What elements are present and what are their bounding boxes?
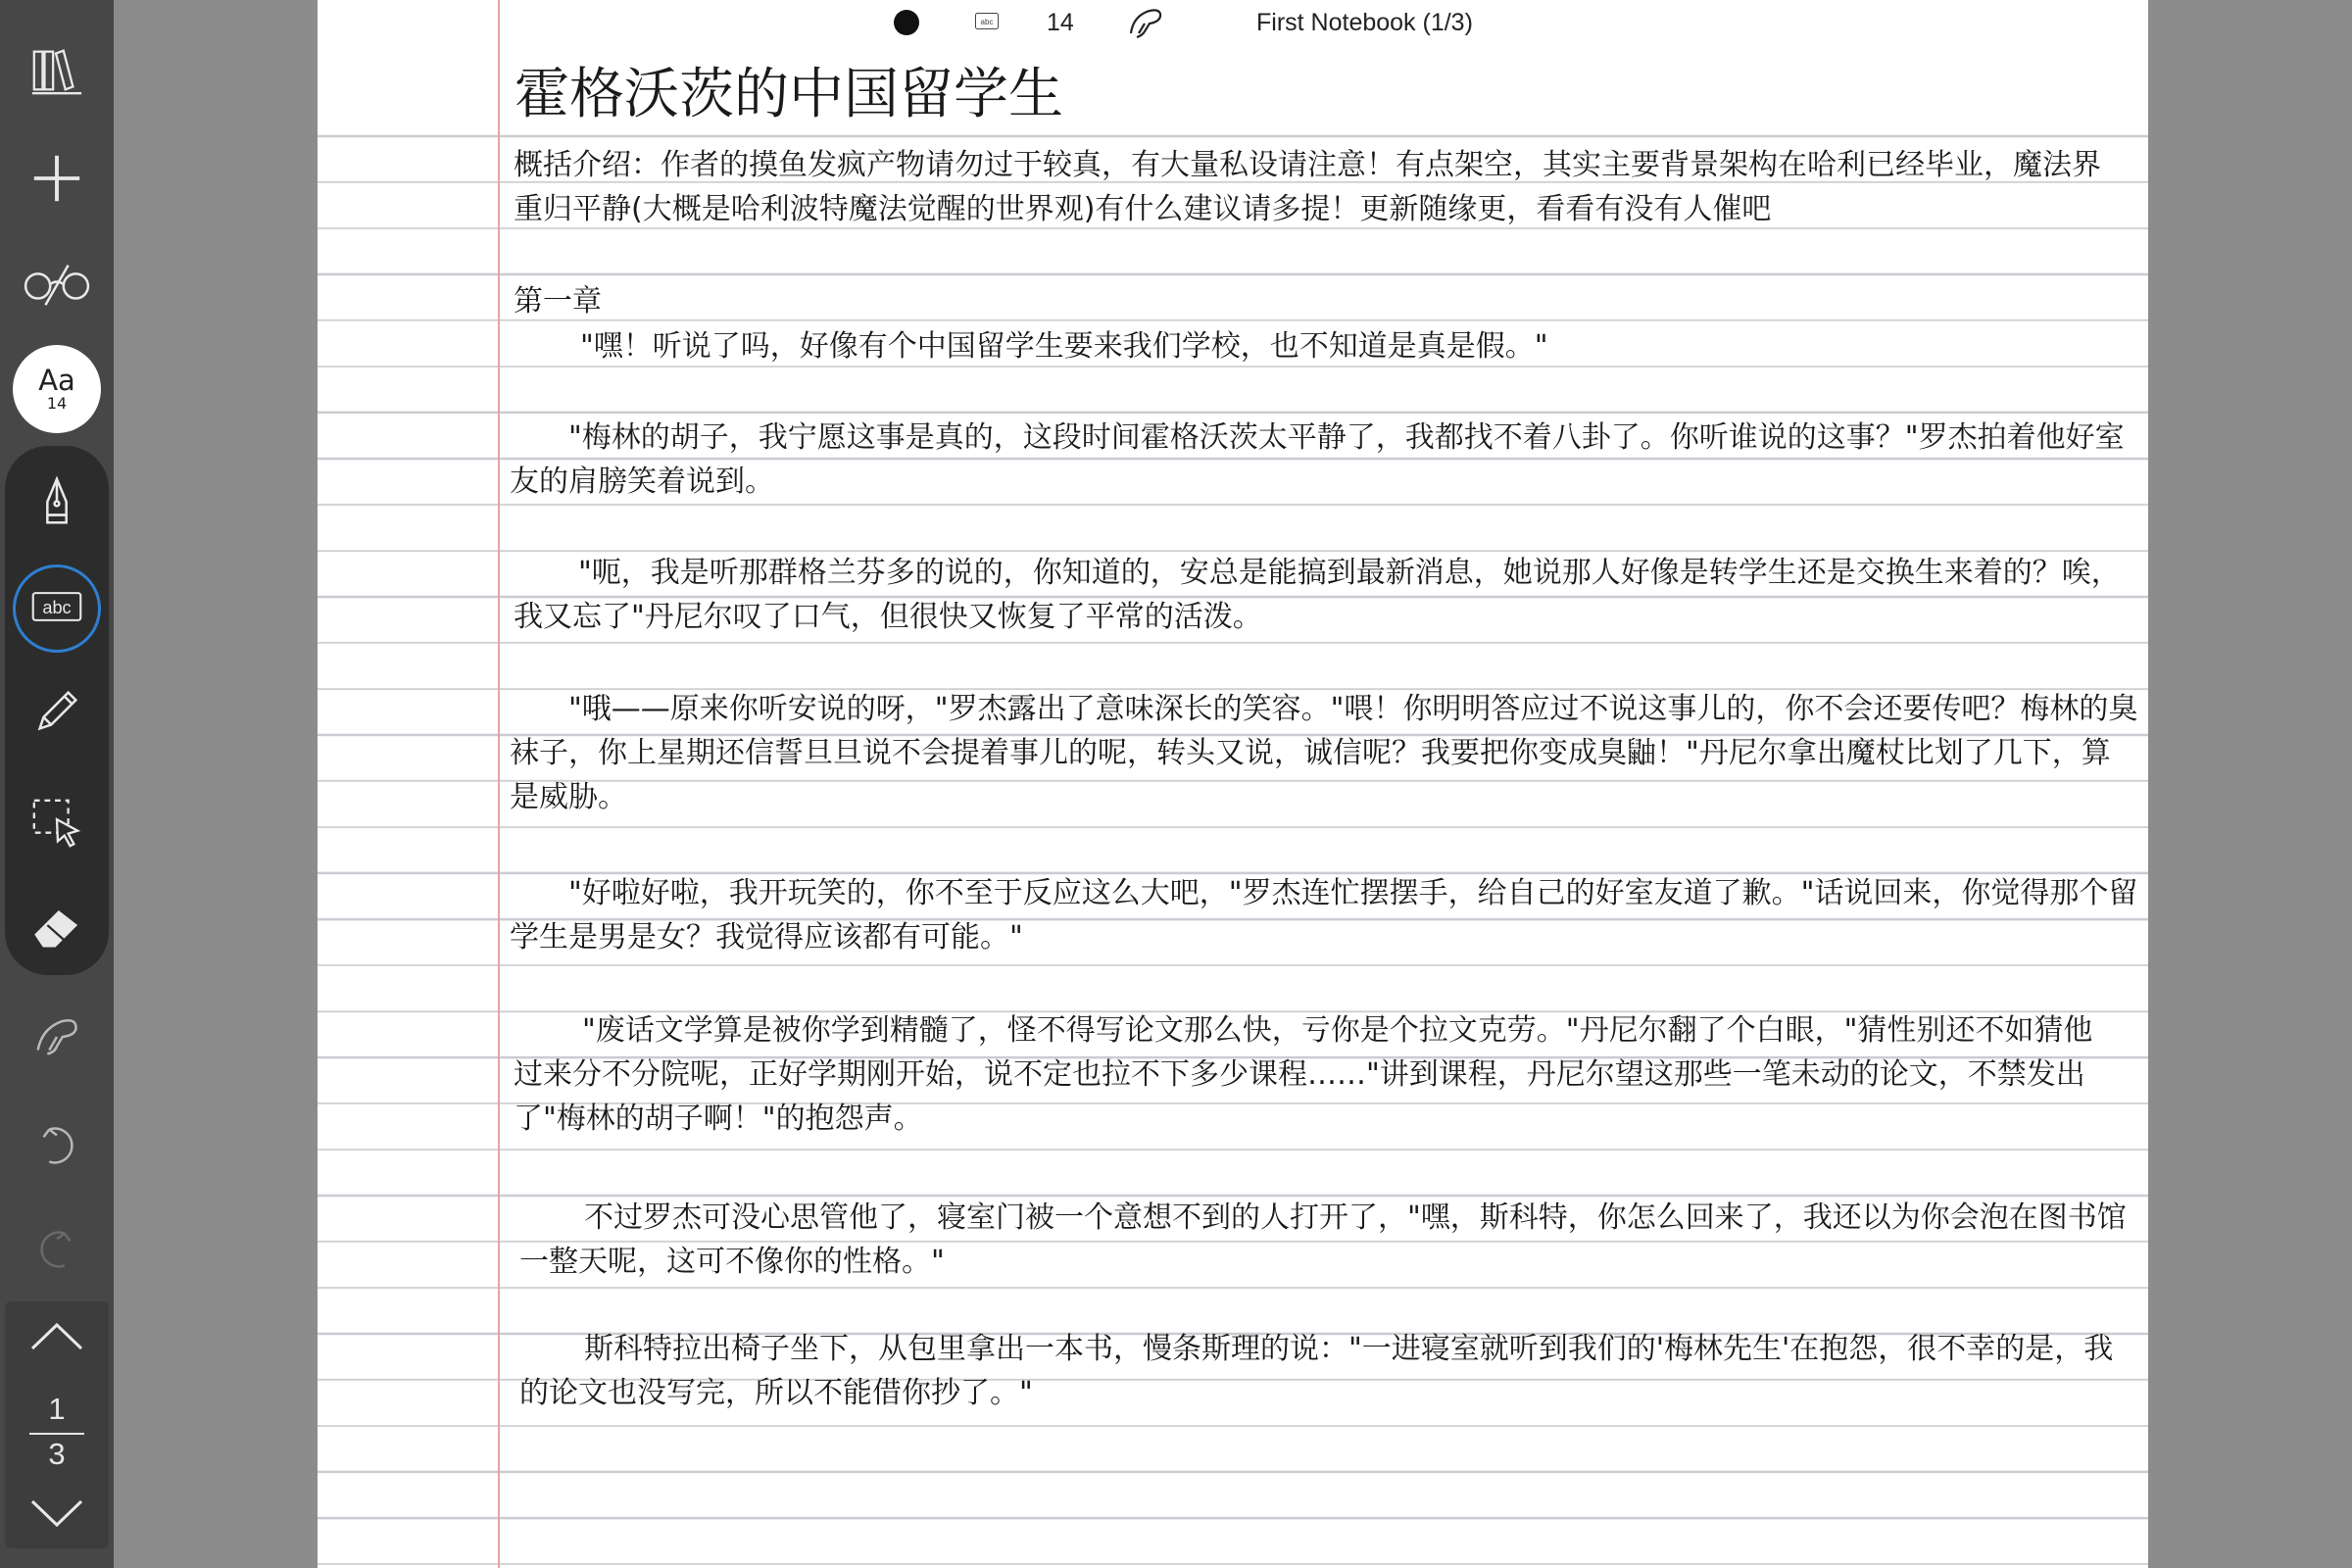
- status-bar: [318, 0, 2148, 45]
- paragraph: "梅林的胡子，我宁愿这事是真的，这段时间霍格沃茨太平静了，我都找不着八卦了。你听谁说的这事？"罗杰拍着他好室友的肩膀笑着说到。: [510, 420, 2125, 499]
- pencil-icon[interactable]: [8, 662, 106, 760]
- page-up-icon[interactable]: [26, 1317, 87, 1356]
- page-current: 1: [48, 1392, 66, 1426]
- selection-icon[interactable]: [8, 774, 106, 872]
- page-down-icon[interactable]: [26, 1494, 87, 1533]
- left-toolbar: [0, 0, 114, 1568]
- pen-icon[interactable]: [8, 453, 106, 551]
- status-font-size: 14: [1047, 9, 1074, 36]
- pen-color-dot[interactable]: [894, 10, 919, 35]
- font-size-value: 14: [46, 394, 68, 413]
- chapter-heading: 第一章: [514, 284, 602, 318]
- lasso-icon[interactable]: [8, 988, 106, 1086]
- paragraph: "呃，我是听那群格兰芬多的说的，你知道的，安总是能搞到最新消息，她说那人好像是转学生还是交换生来着的？唉，我又忘了"丹尼尔叹了口气，但很快又恢复了平常的活泼。: [514, 556, 2121, 634]
- margin-line: [498, 0, 500, 1568]
- svg-text:abc: abc: [42, 597, 72, 617]
- add-icon[interactable]: [8, 129, 106, 227]
- paragraph: 不过罗杰可没心思管他了，寝室门被一个意想不到的人打开了，"嘿，斯科特，你怎么回来了，我还以为你会泡在图书馆一整天呢，这可不像你的性格。": [519, 1200, 2127, 1279]
- paragraph: "好啦好啦，我开玩笑的，你不至于反应这么大吧，"罗杰连忙摆摆手，给自己的好室友道了歉。"话说回来，你觉得那个留学生是男是女？我觉得应该都有可能。": [510, 876, 2138, 955]
- page-title: 霍格沃茨的中国留学生: [514, 63, 1063, 126]
- svg-text:abc: abc: [980, 18, 994, 26]
- paragraph: "废话文学算是被你学到精髓了，怪不得写论文那么快，亏你是个拉文克劳。"丹尼尔翻了个白眼，"猜性别还不如猜他过来分不分院呢，正好学期刚开始，说不定也拉不下多少课程……"讲到课程，丹尼尔望这那些一笔未动的论文，不禁发出了"梅林的胡子啊！"的抱怨声。: [514, 1013, 2093, 1136]
- undo-icon[interactable]: [8, 1096, 106, 1194]
- eraser-icon[interactable]: [8, 878, 106, 976]
- text-tool-icon[interactable]: [8, 558, 106, 656]
- page-total: 3: [48, 1437, 66, 1471]
- page-divider: [29, 1433, 84, 1435]
- reading-glasses-icon[interactable]: [8, 235, 106, 333]
- status-lasso-icon: [1125, 4, 1164, 41]
- library-icon[interactable]: [8, 22, 106, 120]
- text-mode-icon: [975, 13, 999, 29]
- notebook-title: First Notebook (1/3): [1256, 9, 1473, 36]
- paragraph: "嘿！听说了吗，好像有个中国留学生要来我们学校，也不知道是真是假。": [580, 329, 1548, 364]
- font-size-button[interactable]: [13, 345, 101, 433]
- intro-text: 概括介绍：作者的摸鱼发疯产物请勿过于较真，有大量私设请注意！有点架空，其实主要背景架构在哈利已经毕业，魔法界重归平静(大概是哈利波特魔法觉醒的世界观)有什么建议请多提！更新随缘更，看看有没有人催吧: [514, 148, 2101, 226]
- redo-icon[interactable]: [8, 1200, 106, 1298]
- font-label: Aa: [38, 364, 75, 397]
- paragraph: 斯科特拉出椅子坐下，从包里拿出一本书，慢条斯理的说："一进寝室就听到我们的'梅林先生'在抱怨，很不幸的是，我的论文也没写完，所以不能借你抄了。": [519, 1332, 2114, 1410]
- paragraph: "哦——原来你听安说的呀，"罗杰露出了意味深长的笑容。"喂！你明明答应过不说这事儿的，你不会还要传吧？梅林的臭袜子，你上星期还信誓旦旦说不会提着事儿的呢，转头又说，诚信呢？我要把你变成臭鼬！"丹尼尔拿出魔杖比划了几下，算是威胁。: [510, 692, 2138, 814]
- page-navigator: [5, 1301, 109, 1548]
- notebook-page[interactable]: [318, 0, 2148, 1568]
